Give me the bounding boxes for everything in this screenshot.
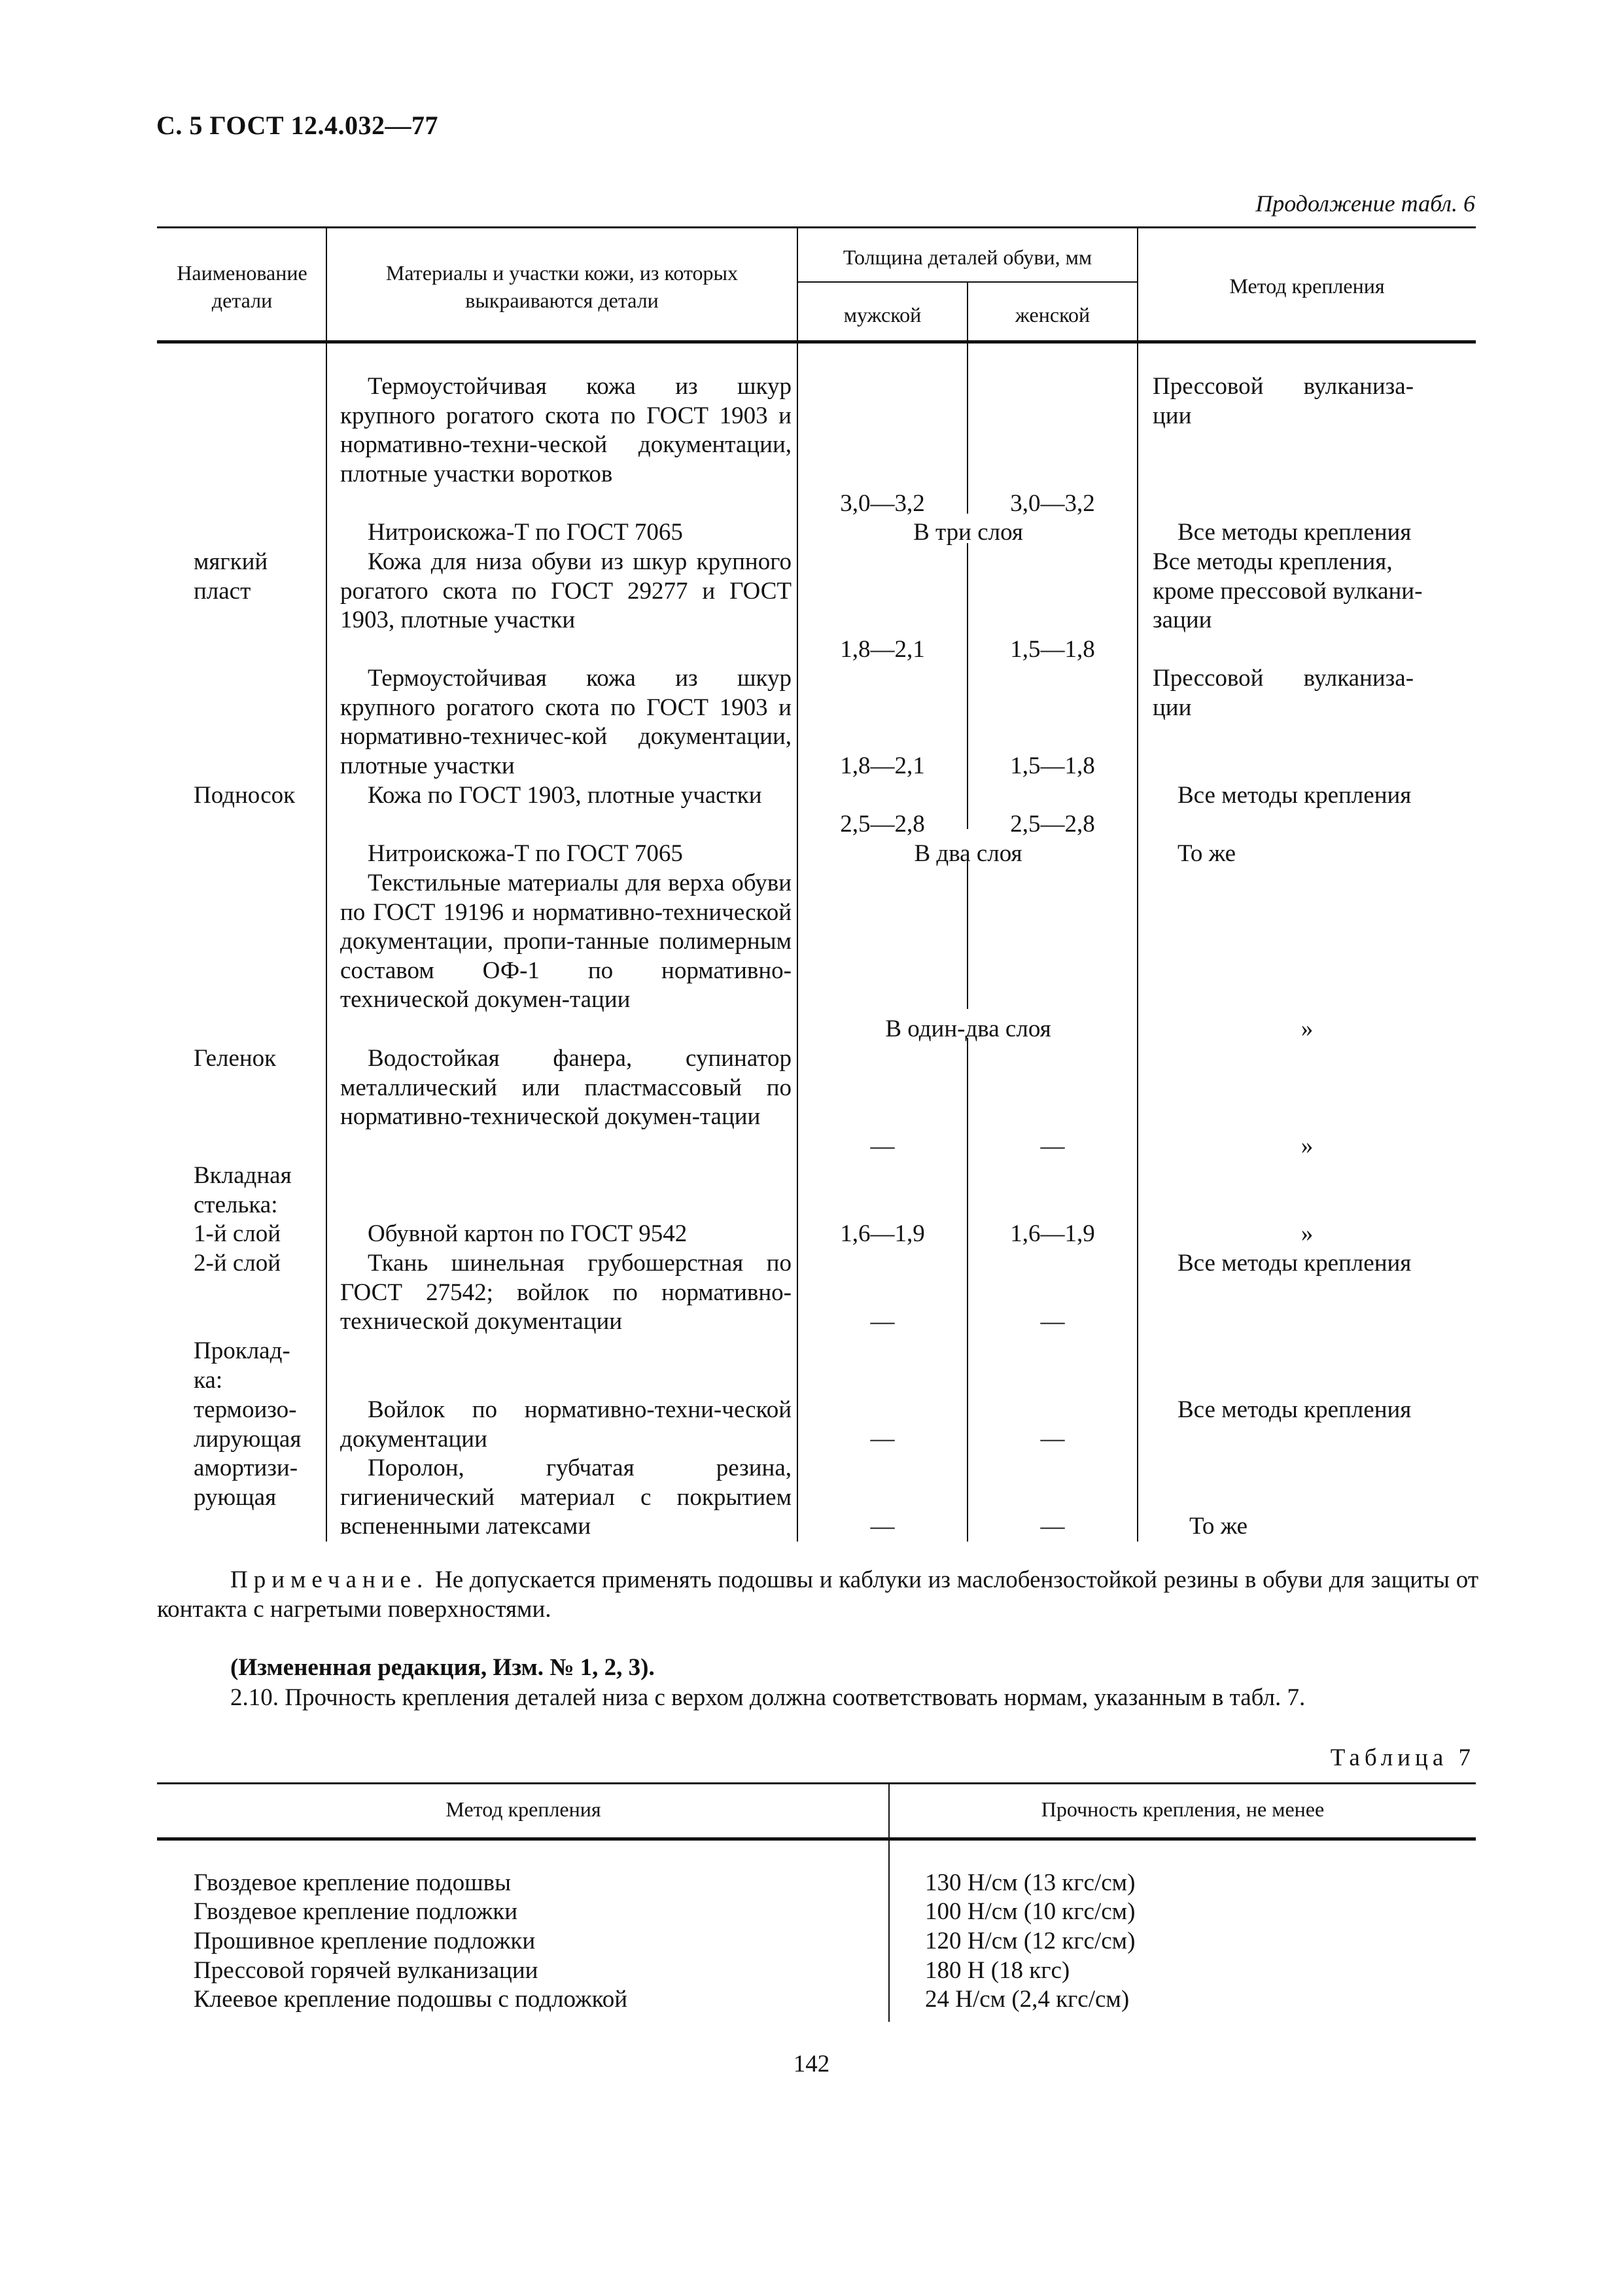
table6-vline-men-women-d — [967, 1038, 968, 1542]
table6-header-men: мужской — [843, 303, 922, 327]
note-text: Не допускается применять подошвы и каблуки из маслобензостойкой резины в обуви для защиты от контакта с нагретыми поверхностями. — [157, 1566, 1478, 1623]
table7-title: Таблица 7 — [1330, 1744, 1475, 1771]
thickness-merged: В один-два слоя — [885, 1016, 1051, 1042]
table6-header-thickness: Толщина деталей обуви, мм — [843, 245, 1092, 269]
table6-note — [157, 1565, 1478, 1624]
method-text: » — [1300, 1133, 1314, 1159]
method-text: » — [1300, 1016, 1314, 1042]
thickness-men: 1,8—2,1 — [840, 752, 925, 779]
table7-strength: 24 Н/см (2,4 кгс/см) — [925, 1986, 1130, 2013]
method-text: То же — [1189, 1513, 1248, 1540]
page-header: С. 5 ГОСТ 12.4.032—77 — [156, 111, 439, 140]
table6-vline-4 — [1137, 226, 1138, 1542]
material-text: Нитроискожа-Т по ГОСТ 7065 — [368, 519, 683, 546]
thickness-women: 2,5—2,8 — [1010, 811, 1095, 838]
part-name: мягкий пласт — [194, 548, 268, 605]
method-text: Все методы крепления, кроме прессовой вулкани- зации — [1153, 548, 1423, 634]
thickness-women: 1,5—1,8 — [1010, 636, 1095, 663]
material-text: Войлок по нормативно-техни-ческой документации — [340, 1396, 792, 1453]
method-text: То же — [1178, 840, 1236, 867]
method-text: Прессовой вулканиза- ции — [1153, 373, 1414, 429]
thickness-women: — — [1040, 1425, 1065, 1452]
table6-vline-2 — [797, 226, 798, 1542]
thickness-merged: В два слоя — [914, 840, 1022, 867]
table7-method: Гвоздевое крепление подошвы — [194, 1869, 511, 1896]
thickness-women: 1,5—1,8 — [1010, 752, 1095, 779]
material-text: Поролон, губчатая резина, гигиенический материал с покрытием вспененными латексами — [340, 1455, 792, 1540]
material-text: Ткань шинельная грубошерстная по ГОСТ 27542; войлок по нормативно-технической документации — [340, 1250, 792, 1335]
part-name: термоизо- лирующая — [194, 1396, 302, 1453]
table6-continuation-label: Продолжение табл. 6 — [1255, 190, 1475, 217]
table6-vline-1 — [326, 226, 327, 1542]
thickness-women: — — [1040, 1133, 1065, 1159]
table6-header-part: Наименование детали — [177, 261, 307, 312]
thickness-women: — — [1040, 1308, 1065, 1335]
method-text: Все методы крепления — [1178, 519, 1412, 546]
table7-header-strength: Прочность крепления, не менее — [1041, 1797, 1325, 1821]
method-text: Все методы крепления — [1178, 782, 1412, 809]
method-text: Все методы крепления — [1178, 1396, 1412, 1423]
part-name: Геленок — [194, 1045, 277, 1072]
table7-strength: 180 Н (18 кгс) — [925, 1957, 1070, 1984]
table7-method: Гвоздевое крепление подложки — [194, 1898, 518, 1925]
thickness-men: 1,6—1,9 — [840, 1220, 925, 1247]
table6-vline-men-women-b — [967, 543, 968, 829]
table7-top-rule — [157, 1782, 1476, 1784]
method-text: » — [1300, 1220, 1314, 1247]
part-name: Вкладная стелька: — [194, 1162, 292, 1218]
amendment-line: (Измененная редакция, Изм. № 1, 2, 3). — [230, 1654, 655, 1681]
part-name: 2-й слой — [194, 1250, 281, 1277]
thickness-women: 3,0—3,2 — [1010, 490, 1095, 517]
table6-vline-men-women-a — [967, 344, 968, 514]
thickness-men: 2,5—2,8 — [840, 811, 925, 838]
part-name: амортизи- рующая — [194, 1455, 298, 1511]
thickness-men: 1,8—2,1 — [840, 636, 925, 663]
table6-header-bottom-rule — [157, 340, 1476, 344]
thickness-men: — — [870, 1425, 895, 1452]
thickness-men: — — [870, 1133, 895, 1159]
table6-top-rule — [157, 226, 1476, 228]
material-text: Кожа для низа обуви из шкур крупного рогатого скота по ГОСТ 29277 и ГОСТ 1903, плотные участки — [340, 548, 792, 634]
table7-method: Клеевое крепление подошвы с подложкой — [194, 1986, 628, 2013]
page-number: 142 — [793, 2051, 830, 2077]
part-name: Подносок — [194, 782, 296, 809]
part-name: Проклад- ка: — [194, 1337, 290, 1394]
material-text: Термоустойчивая кожа из шкур крупного рогатого скота по ГОСТ 1903 и нормативно-техни-ческой документации, плотные участки воротков — [340, 373, 792, 487]
thickness-women: — — [1040, 1513, 1065, 1540]
thickness-men: 3,0—3,2 — [840, 490, 925, 517]
note-label: Примечание. — [230, 1566, 429, 1593]
table7-header-method: Метод крепления — [445, 1797, 601, 1821]
table7-header-rule — [157, 1837, 1476, 1841]
material-text: Текстильные материалы для верха обуви по ГОСТ 19196 и нормативно-технической документации, пропи-танные полимерным составом ОФ-1 по нормативно-технической докумен-тации — [340, 870, 792, 1014]
table7-strength: 120 Н/см (12 кгс/см) — [925, 1928, 1136, 1954]
material-text: Нитроискожа-Т по ГОСТ 7065 — [368, 840, 683, 867]
material-text: Термоустойчивая кожа из шкур крупного рогатого скота по ГОСТ 1903 и нормативно-техничес-кой документации, плотные участки — [340, 665, 792, 779]
table7-method: Прессовой горячей вулканизации — [194, 1957, 538, 1984]
material-text: Водостойкая фанера, супинатор металлический или пластмассовый по нормативно-технической докумен-тации — [340, 1045, 792, 1131]
thickness-men: — — [870, 1308, 895, 1335]
thickness-women: 1,6—1,9 — [1010, 1220, 1095, 1247]
material-text: Кожа по ГОСТ 1903, плотные участки — [368, 782, 762, 809]
material-text: Обувной картон по ГОСТ 9542 — [368, 1220, 688, 1247]
method-text: Все методы крепления — [1178, 1250, 1412, 1277]
table7-strength: 100 Н/см (10 кгс/см) — [925, 1898, 1136, 1925]
table7-method: Прошивное крепление подложки — [194, 1928, 536, 1954]
table6-header-method: Метод крепления — [1229, 274, 1385, 298]
table6-header-material: Материалы и участки кожи, из которых выкраиваются детали — [385, 261, 739, 312]
part-name: 1-й слой — [194, 1220, 281, 1247]
paragraph-2-10: 2.10. Прочность крепления деталей низа с верхом должна соответствовать нормам, указанным в табл. 7. — [230, 1684, 1306, 1711]
table7-strength: 130 Н/см (13 кгс/см) — [925, 1869, 1136, 1896]
method-text: Прессовой вулканиза- ции — [1153, 665, 1414, 721]
thickness-men: — — [870, 1513, 895, 1540]
table6-header-women: женской — [1015, 303, 1091, 327]
thickness-merged: В три слоя — [913, 519, 1023, 546]
table6-vline-men-women-c — [967, 858, 968, 1009]
